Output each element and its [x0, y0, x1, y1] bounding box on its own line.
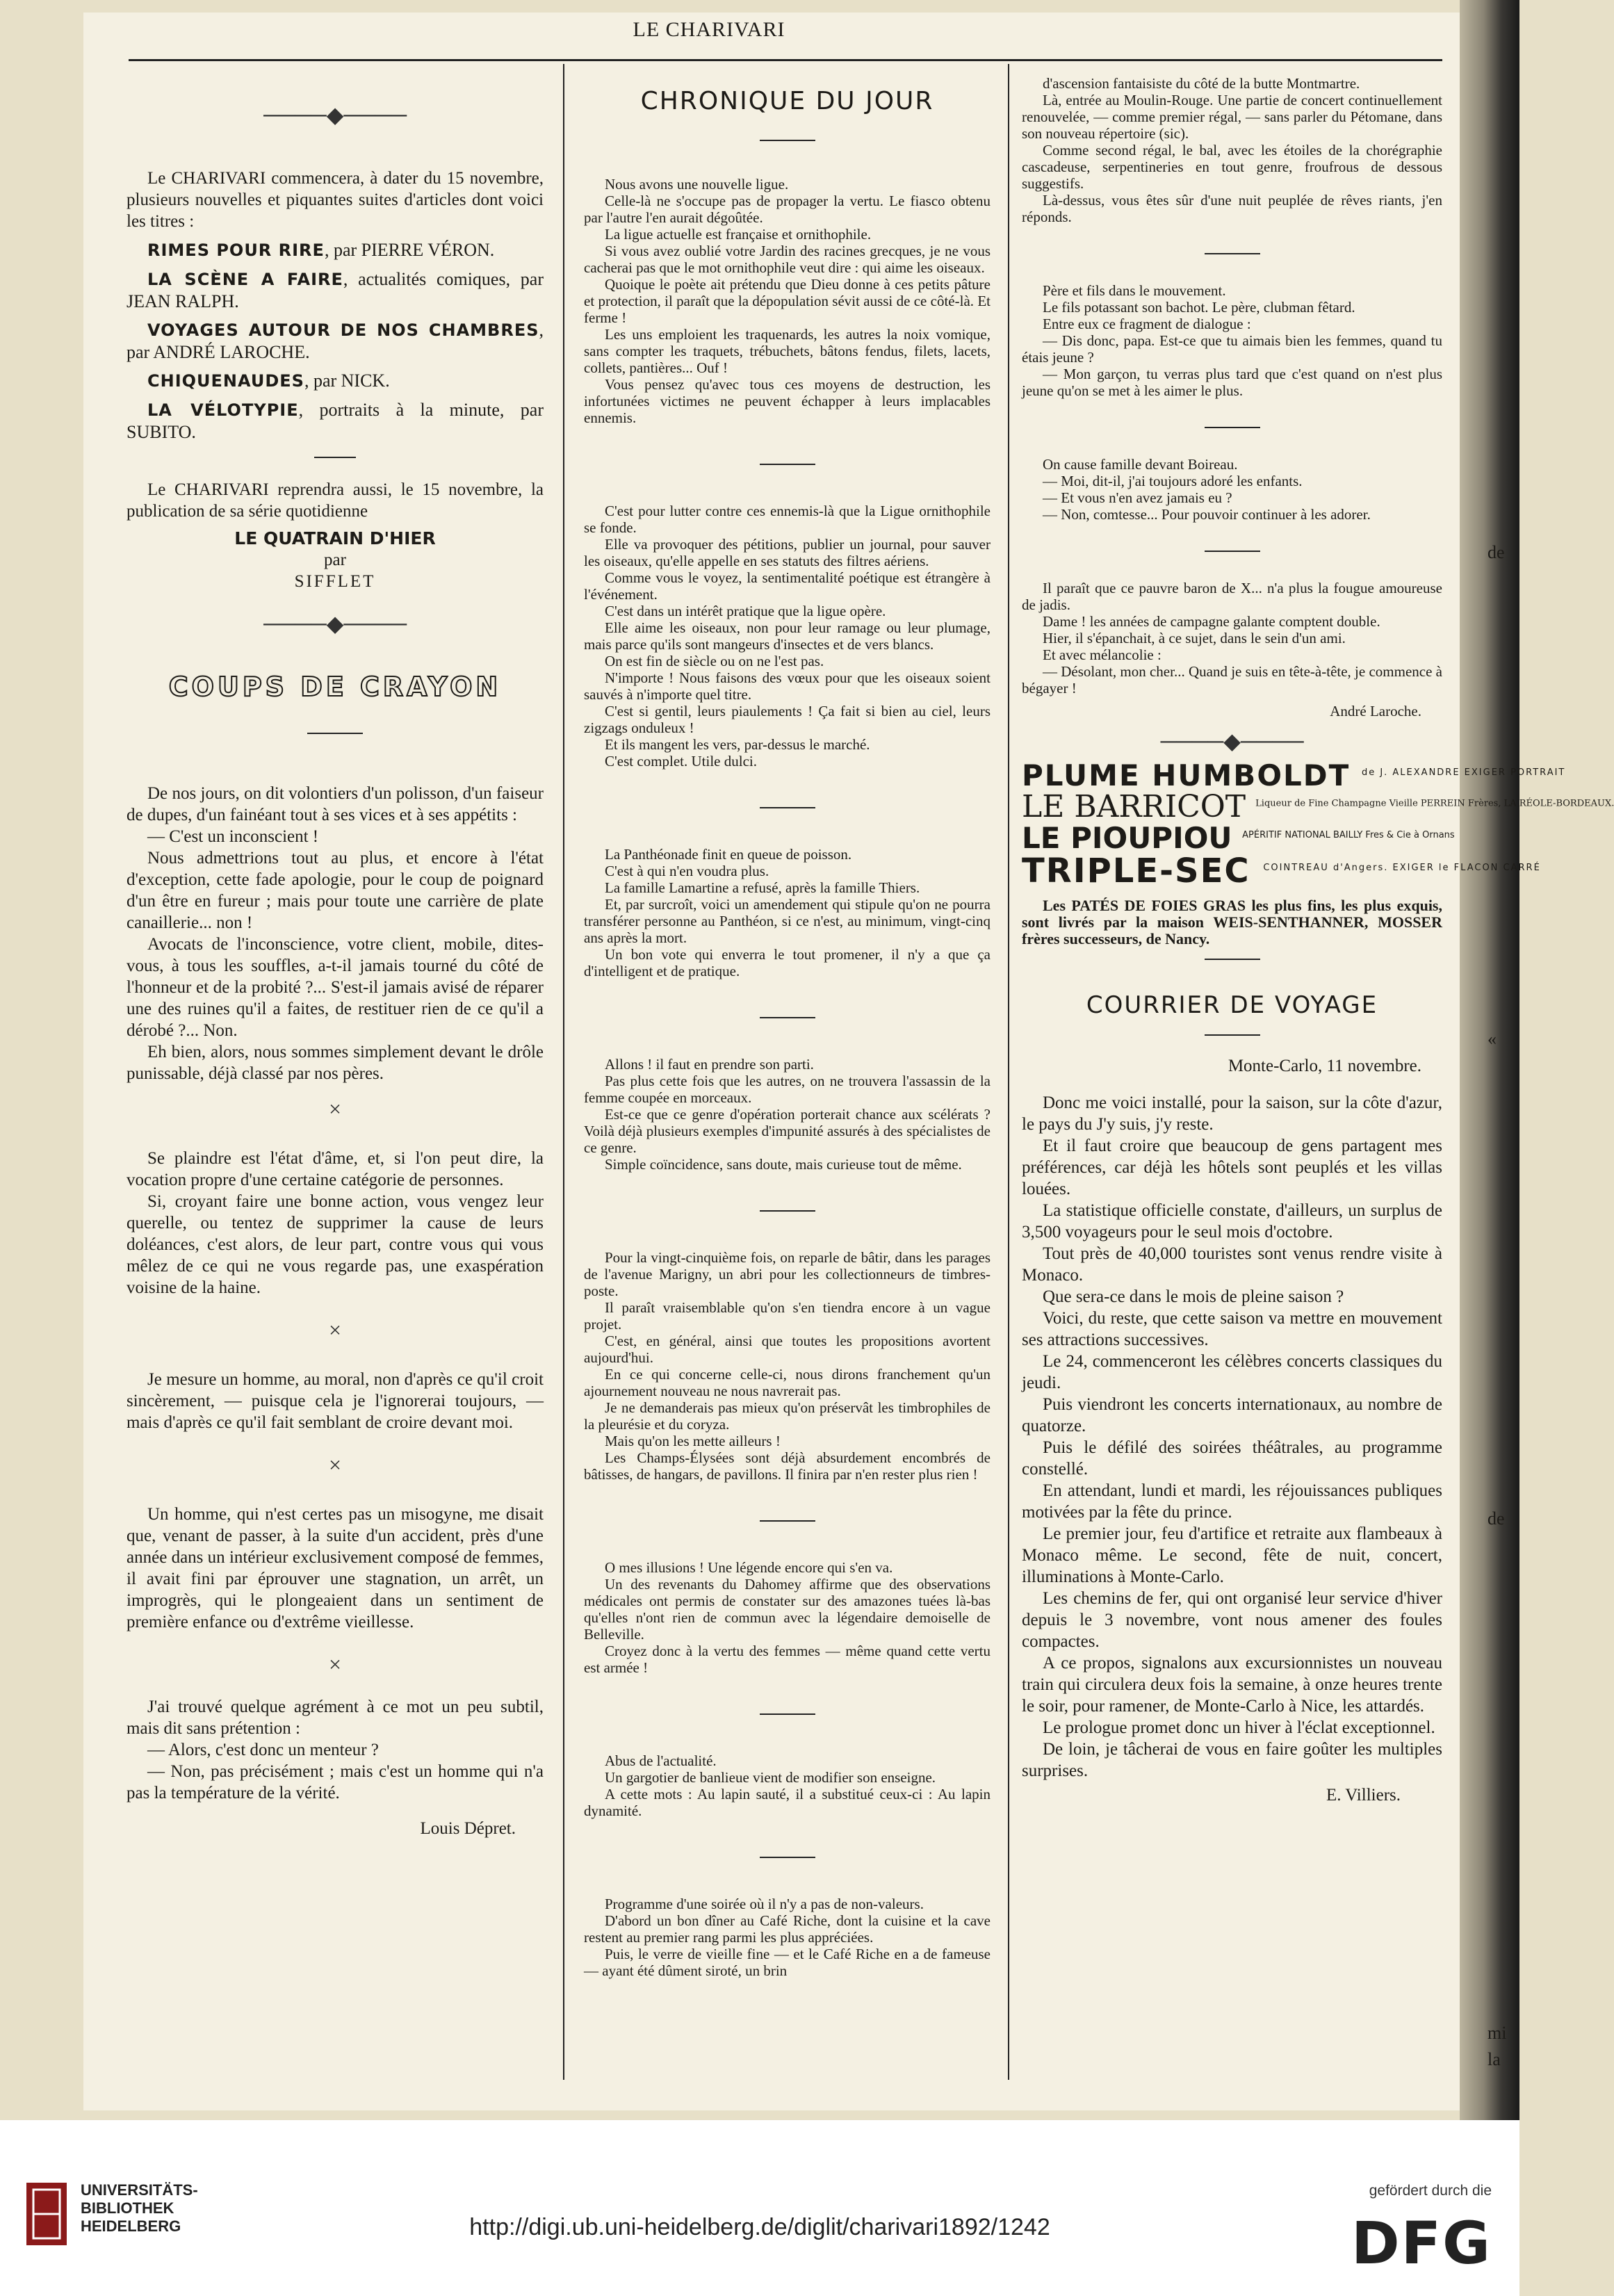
chronique-item	[584, 1559, 991, 1676]
quatrain-title: LE QUATRAIN D'HIER	[234, 528, 436, 548]
header-rule	[129, 59, 1442, 61]
chronique-paragraph: C'est complet. Utile dulci.	[605, 753, 757, 770]
courrier-paragraph: Tout près de 40,000 touristes sont venus rendre visite à Monaco.	[1022, 1244, 1442, 1285]
chronique-paragraph: Et, par surcroît, voici un amendement qui stipule qu'on ne pourra transférer personne au Panthéon, si ce n'est, au minimum, vingt-cinq ans après la mort.	[584, 896, 991, 946]
chronique-paragraph: Dame ! les années de campagne galante comptent double.	[1043, 613, 1380, 630]
chronique-paragraph: Il paraît vraisemblable qu'on s'en tiendra encore à un vague projet.	[584, 1299, 991, 1333]
source-url[interactable]: http://digi.ub.uni-heidelberg.de/diglit/charivari1892/1242	[469, 2214, 1050, 2240]
signature-laroche: André Laroche.	[1330, 703, 1421, 719]
chronique-paragraph: On est fin de siècle ou on ne l'est pas.	[605, 653, 824, 669]
coups-paragraph: Se plaindre est l'état d'âme, et, si l'on peut dire, la vocation propre d'une certaine catégorie de personnes.	[127, 1149, 544, 1189]
chronique-item	[584, 1249, 991, 1483]
chronique-item	[584, 176, 991, 426]
courrier-paragraph: De loin, je tâcherai de vous en faire goûter les multiples surprises.	[1022, 1739, 1442, 1780]
chronique-paragraph: — Et vous n'en avez jamais eu ?	[1043, 489, 1232, 506]
chronique-paragraph: Allons ! il faut en prendre son parti.	[605, 1056, 814, 1073]
series-item: CHIQUENAUDES, par NICK.	[147, 371, 390, 391]
coups-paragraph: Si, croyant faire une bonne action, vous vengez leur querelle, ou tentez de supprimer la cause de leurs doléances, c'est alors, de leur part, contre vous qui vous mêlez de ce qui ne vous regarde pas, une exaspération voisine de la haine.	[127, 1192, 544, 1297]
chronique-paragraph: Un des revenants du Dahomey affirme que des observations médicales ont permis de constater sur des amazones tuées là-bas qu'elles n'ont rien de commun avec la légendaire demoiselle de Belleville.	[584, 1576, 991, 1643]
chronique-paragraph: Le fils potassant son bachot. Le père, clubman fêtard.	[1043, 299, 1355, 316]
cross-separator: ×	[328, 1317, 342, 1342]
edge-fragment: «	[1487, 1029, 1497, 1049]
chronique-paragraph: Et ils mangent les vers, par-dessus le marché.	[605, 736, 870, 753]
chronique-paragraph: — Non, comtesse... Pour pouvoir continuer à les adorer.	[1043, 506, 1371, 523]
chronique-paragraph: d'ascension fantaisiste du côté de la butte Montmartre.	[1043, 75, 1360, 92]
chronique-paragraph: Les Champs-Élysées sont déjà absurdement encombrés de bâtisses, de hangars, de pavillons. Il finira par n'en rester plus rien !	[584, 1449, 991, 1483]
short-rule	[760, 1017, 815, 1018]
funding-label: gefördert durch die	[1369, 2183, 1492, 2199]
chronique-paragraph: — Mon garçon, tu verras plus tard que c'est quand on n'est plus jeune qu'on se met à les aimer le plus.	[1022, 366, 1442, 399]
chronique-paragraph: C'est à qui n'en voudra plus.	[605, 863, 769, 879]
chronique-paragraph: Simple coïncidence, sans doute, mais curieuse tout de même.	[605, 1156, 962, 1173]
series-list	[127, 239, 544, 443]
coups-paragraph: De nos jours, on dit volontiers d'un polisson, d'un faiseur de dupes, d'un fainéant tout à ses vices et à ses appétits :	[127, 784, 544, 824]
dateline: Monte-Carlo, 11 novembre.	[1228, 1056, 1421, 1075]
dfg-logo: DFG	[1351, 2209, 1492, 2277]
chronique-paragraph: La ligue actuelle est française et ornithophile.	[605, 226, 872, 243]
chronique-paragraph: Il paraît que ce pauvre baron de X... n'a plus la fougue amoureuse de jadis.	[1022, 580, 1442, 613]
courrier-paragraph: Le prologue promet donc un hiver à l'éclat exceptionnel.	[1043, 1718, 1435, 1737]
chronique-paragraph: C'est dans un intérêt pratique que la ligue opère.	[605, 603, 886, 619]
footer-bar	[0, 2120, 1519, 2296]
advertisements	[1022, 758, 1614, 947]
chronique-paragraph: Vous pensez qu'avec tous ces moyens de destruction, les infortunées victimes ne peuvent échapper à leurs implacables ennemis.	[584, 376, 991, 426]
chronique-paragraph: Pas plus cette fois que les autres, on ne trouvera l'assassin de la femme coupée en morceaux.	[584, 1073, 991, 1106]
chronique-paragraph: C'est pour lutter contre ces ennemis-là que la Ligue ornithophile se fonde.	[584, 503, 991, 536]
page-edge	[1460, 0, 1519, 2120]
short-rule	[1205, 551, 1260, 552]
coups-de-crayon-title: COUPS DE CRAYON	[168, 671, 502, 702]
short-rule	[1205, 253, 1260, 254]
chronique-paragraph: C'est, en général, ainsi que toutes les propositions avortent aujourd'hui.	[584, 1333, 991, 1366]
courrier-paragraph: En attendant, lundi et mardi, les réjouissances publiques motivées par la fête du prince.	[1022, 1481, 1442, 1522]
chronique-paragraph: — Moi, dit-il, j'ai toujours adoré les enfants.	[1043, 473, 1303, 489]
chronique-paragraph: — Désolant, mon cher... Quand je suis en tête-à-tête, je commence à bégayer !	[1022, 663, 1442, 697]
chronique-paragraph: On cause famille devant Boireau.	[1043, 456, 1238, 473]
chronique-paragraph: La famille Lamartine a refusé, après la famille Thiers.	[605, 879, 920, 896]
column-rule-1	[563, 64, 564, 2080]
chronique-paragraph: Et avec mélancolie :	[1043, 646, 1161, 663]
edge-fragment: la	[1487, 2049, 1501, 2069]
series-item: LA VÉLOTYPIE, portraits à la minute, par SUBITO.	[127, 400, 544, 442]
chronique-paragraph: O mes illusions ! Une légende encore qui s'en va.	[605, 1559, 893, 1576]
coups-paragraph: Nous admettrions tout au plus, et encore à l'état d'exception, cette fade apologie, pour le coup de poignard d'un être en fureur ; mais pour toute une carrière de plate canaillerie... non !	[127, 849, 544, 932]
short-rule	[1205, 427, 1260, 428]
chronique-paragraph: Un bon vote qui enverra le tout promener, il n'y a que ça d'intelligent et de pratique.	[584, 946, 991, 979]
chronique-title: CHRONIQUE DU JOUR	[640, 87, 934, 115]
chronique-paragraph: Mais qu'on les mette ailleurs !	[605, 1433, 781, 1449]
chronique-paragraph: Entre eux ce fragment de dialogue :	[1043, 316, 1251, 332]
short-rule	[760, 1520, 815, 1522]
courrier-paragraph: Voici, du reste, que cette saison va mettre en mouvement ses attractions successives.	[1022, 1308, 1442, 1349]
cross-separator: ×	[328, 1452, 342, 1477]
series-item: LA SCÈNE A FAIRE, actualités comiques, par JEAN RALPH.	[127, 269, 544, 311]
coups-paragraph: Eh bien, alors, nous sommes simplement devant le drôle punissable, déjà classé par nos pères.	[127, 1043, 544, 1083]
chronique-paragraph: Nous avons une nouvelle ligue.	[605, 176, 789, 193]
courrier-paragraph: A ce propos, signalons aux excursionnistes un nouveau train qui circulera deux fois la semaine, à onze heures trente le soir, pour ramener, de Monte-Carlo à Nice, les attardés.	[1022, 1653, 1442, 1716]
edge-fragment: de	[1487, 542, 1505, 562]
column-rule-2	[1008, 64, 1009, 2080]
chronique-paragraph: Un gargotier de banlieue vient de modifier son enseigne.	[605, 1769, 936, 1786]
chronique-paragraph: Puis, le verre de vieille fine — et le Café Riche en a de fameuse — ayant été dûment siroté, un brin	[584, 1946, 991, 1979]
signature-villiers: E. Villiers.	[1326, 1785, 1401, 1805]
chronique-paragraph: Comme vous le voyez, la sentimentalité poétique est étrangère à l'événement.	[584, 569, 991, 603]
chronique-paragraph: Comme second régal, le bal, avec les étoiles de la chorégraphie cascadeuse, serpentineries en tout genre, froufrous de dessous suggestifs.	[1022, 142, 1442, 192]
courrier-paragraph: Les chemins de fer, qui ont organisé leur service d'hiver depuis le 3 novembre, vont nous amener des foules compactes.	[1022, 1588, 1442, 1651]
short-rule	[760, 1713, 815, 1715]
edge-fragment: de	[1487, 1508, 1505, 1529]
courrier-paragraph: Que sera-ce dans le mois de pleine saison ?	[1043, 1287, 1344, 1306]
quatrain-par: par	[324, 551, 346, 569]
chronique-paragraph: Pour la vingt-cinquième fois, on reparle de bâtir, dans les parages de l'avenue Marigny, un abri pour les collectionneurs de timbres-poste.	[584, 1249, 991, 1299]
chronique-paragraph: D'abord un bon dîner au Café Riche, dont la cuisine et la cave restent au premier rang parmi les plus appréciées.	[584, 1912, 991, 1946]
short-rule	[760, 1210, 815, 1212]
chronique-item	[584, 1056, 991, 1173]
courrier-paragraph: Puis le défilé des soirées théâtrales, au programme constellé.	[1022, 1438, 1442, 1479]
ad-barricot: LE BARRICOT $^{Liqueur de Fine Champagne Vieille PERREIN Frères, LA RÉOLE-BORDEAUX.}$	[1022, 789, 1614, 825]
chronique-paragraph: Quoique le poète ait prétendu que Dieu donne à ces petits pâture et protection, il paraît que la dépopulation sévit aussi de ce côté-là. Et ferme !	[584, 276, 991, 326]
middle-column	[584, 87, 991, 1979]
cross-separator: ×	[328, 1096, 342, 1121]
chronique-paragraph: Abus de l'actualité.	[605, 1752, 717, 1769]
series-item: RIMES POUR RIRE, par PIERRE VÉRON.	[147, 240, 495, 260]
chronique-paragraph: Père et fils dans le mouvement.	[1043, 282, 1226, 299]
chronique-paragraph: Elle aime les oiseaux, non pour leur ramage ou leur plumage, mais parce qu'ils sont mangeurs d'insectes et de vers blancs.	[584, 619, 991, 653]
ornament-divider: ────◆────	[1160, 728, 1304, 754]
coups-paragraph: — C'est un inconscient !	[147, 827, 319, 846]
quatrain-intro: Le CHARIVARI reprendra aussi, le 15 novembre, la publication de sa série quotidienne	[127, 480, 544, 521]
chronique-paragraph: Je ne demanderais pas mieux qu'on préservât les timbrophiles de la pleurésie et du coryza.	[584, 1399, 991, 1433]
ad-pates: Les PATÉS DE FOIES GRAS les plus fins, les plus exquis, sont livrés par la maison WEIS-SENTHANNER, MOSSER frères successeurs, de Nancy.	[1022, 896, 1442, 947]
short-rule	[760, 464, 815, 465]
chronique-paragraph: A cette mots : Au lapin sauté, il a substitué ceux-ci : Au lapin dynamité.	[584, 1786, 991, 1819]
chronique-item	[1022, 580, 1442, 697]
institution-name: UNIVERSITÄTS- BIBLIOTHEK HEIDELBERG	[81, 2181, 198, 2235]
ad-pioupiou: LE PIOUPIOU $^{APÉRITIF NATIONAL BAILLY Fres \& Cie à Ornans}$	[1022, 821, 1455, 856]
coups-paragraph: Je mesure un homme, au moral, non d'après ce qu'il croit sincèrement, — puisque cela je l'ignorerai toujours, — mais d'après ce qu'il fait semblant de croire devant moi.	[127, 1370, 544, 1432]
ornament-divider: ────◆────	[263, 102, 407, 127]
courrier-paragraph: Le 24, commenceront les célèbres concerts classiques du jeudi.	[1022, 1351, 1442, 1392]
chronique-item	[584, 1896, 991, 1979]
signature-depret: Louis Dépret.	[420, 1819, 516, 1838]
ornament-divider: ────◆────	[263, 611, 407, 636]
chronique-paragraph: Les uns emploient les traquenards, les autres la noix vomique, sans compter les traquets, trébuchets, bâtons fendus, filets, lacets, collets, pantières... Ouf !	[584, 326, 991, 376]
chronique-item	[584, 503, 991, 770]
courrier-paragraph: Puis viendront les concerts internationaux, au nombre de quatorze.	[1022, 1394, 1442, 1435]
short-rule	[760, 807, 815, 808]
short-rule	[760, 1857, 815, 1858]
chronique-paragraph: Croyez donc à la vertu des femmes — même quand cette vertu est armée !	[584, 1643, 991, 1676]
chronique-paragraph: La Panthéonade finit en queue de poisson.	[605, 846, 852, 863]
quatrain-author: SIFFLET	[294, 572, 376, 591]
courrier-title: COURRIER DE VOYAGE	[1086, 991, 1378, 1019]
chronique-paragraph: Celle-là ne s'occupe pas de propager la vertu. Le fiasco obtenu par l'autre l'en aurait dégoûtée.	[584, 193, 991, 226]
chronique-paragraph: Programme d'une soirée où il n'y a pas de non-valeurs.	[605, 1896, 924, 1912]
courrier-paragraph: La statistique officielle constate, d'ailleurs, un surplus de 3,500 voyageurs pour le seul mois d'octobre.	[1022, 1200, 1442, 1241]
masthead: LE CHARIVARI	[633, 18, 785, 41]
courrier-paragraph: Et il faut croire que beaucoup de gens partagent mes préférences, car déjà les hôtels sont peuplés et les villas louées.	[1022, 1136, 1442, 1198]
left-column	[127, 104, 544, 1839]
ad-triple-sec: TRIPLE-SEC $^{COINTREAU d'Angers. EXIGER le FLACON CARRÉ}$	[1022, 852, 1541, 891]
edge-fragment: mi	[1487, 2023, 1507, 2043]
chronique-item	[584, 1752, 991, 1819]
coups-paragraph: J'ai trouvé quelque agrément à ce mot un peu subtil, mais dit sans prétention :	[127, 1697, 544, 1738]
chronique-paragraph: En ce qui concerne celle-ci, nous dirons franchement qu'un ajournement nouveau ne nous navrerait pas.	[584, 1366, 991, 1399]
chronique-paragraph: Là-dessus, vous êtes sûr d'une nuit peuplée de rêves riants, j'en réponds.	[1022, 192, 1442, 225]
right-column	[1022, 75, 1614, 1806]
coups-paragraph: — Non, pas précisément ; mais c'est un homme qui n'a pas la température de la vérité.	[127, 1762, 544, 1802]
coups-paragraph: Un homme, qui n'est certes pas un misogyne, me disait que, venant de passer, à la suite d'un accident, près d'une année dans un intérieur exclusivement composé de femmes, il avait fini par éprouver une stagnation, un arrêt, un improgrès, qui le plongeaient dans un sentiment de première enfance ou d'extrême vieillesse.	[127, 1505, 544, 1631]
chronique-paragraph: Si vous avez oublié votre Jardin des racines grecques, je ne vous cacherai pas que le mot ornithophile veut dire : qui aime les oiseaux.	[584, 243, 991, 276]
chronique-paragraph: C'est si gentil, leurs piaulements ! Ça fait si bien au ciel, leurs zigzags onduleux !	[584, 703, 991, 736]
cross-separator: ×	[328, 1652, 342, 1677]
ad-plume-humboldt: PLUME HUMBOLDT $^{de J. ALEXANDRE EXIGER PORTRAIT}$	[1022, 758, 1566, 792]
chronique-paragraph: Là, entrée au Moulin-Rouge. Une partie de concert continuellement renouvelée, — comme premier régal, — sans parler du Pétomane, dans son nouveau répertoire (sic).	[1022, 92, 1442, 142]
chronique-item	[1022, 456, 1442, 523]
chronique-item	[1022, 282, 1442, 399]
chronique-item	[584, 846, 991, 979]
coups-paragraph: Avocats de l'inconscience, votre client, mobile, dites-vous, à tous les souffles, a-t-il jamais tourné du côté de l'honneur et de la probité ?... S'est-il jamais avisé de réparer une des ruines qu'il a faites, de restituer rien de ce qu'il a dérobé ?... Non.	[127, 935, 544, 1040]
chronique-paragraph: — Dis donc, papa. Est-ce que tu aimais bien les femmes, quand tu étais jeune ?	[1022, 332, 1442, 366]
coups-paragraph: — Alors, c'est donc un menteur ?	[147, 1741, 379, 1759]
chronique-paragraph: Est-ce que ce genre d'opération porterait chance aux scélérats ? Voilà déjà plusieurs exemples d'impunité assurés à des spécialistes de ce genre.	[584, 1106, 991, 1156]
chronique-item	[1022, 75, 1442, 225]
chronique-paragraph: Elle va provoquer des pétitions, publier un journal, pour sauver les oiseaux, qu'elle appelle en ses statuts des filtres aériens.	[584, 536, 991, 569]
series-item: VOYAGES AUTOUR DE NOS CHAMBRES, par ANDRÉ LAROCHE.	[127, 320, 544, 362]
courrier-paragraph: Donc me voici installé, pour la saison, sur la côte d'azur, le pays du J'y suis, j'y reste.	[1022, 1093, 1442, 1134]
announce-text: Le CHARIVARI commencera, à dater du 15 novembre, plusieurs nouvelles et piquantes suites d'articles dont voici les titres :	[127, 169, 544, 231]
courrier-paragraph: Le premier jour, feu d'artifice et retraite aux flambeaux à Monaco même. Le second, fête de nuit, concert, illuminations à Monte-Carlo.	[1022, 1524, 1442, 1586]
chronique-paragraph: Hier, il s'épanchait, à ce sujet, dans le sein d'un ami.	[1043, 630, 1346, 646]
chronique-paragraph: N'importe ! Nous faisons des vœux pour que les oiseaux soient sauvés à n'importe quel titre.	[584, 669, 991, 703]
